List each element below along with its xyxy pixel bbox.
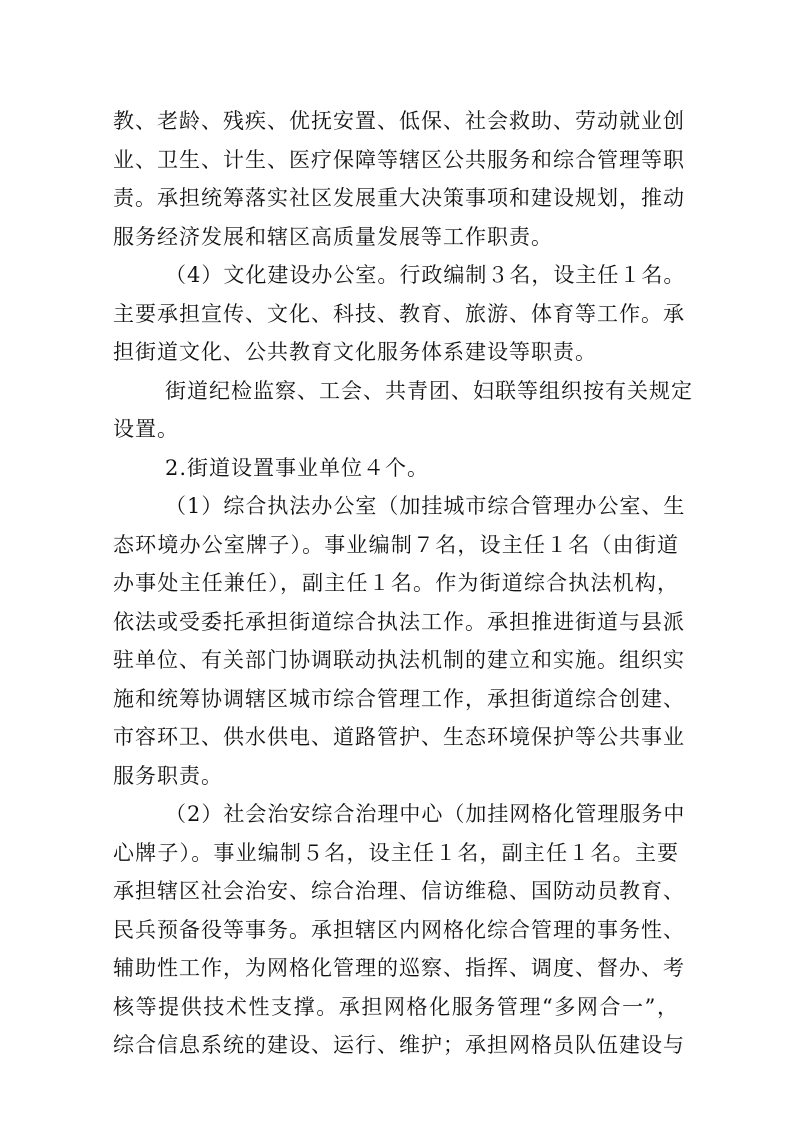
text-line-indented: （1）综合执法办公室（加挂城市综合管理办公室、生 <box>165 494 686 518</box>
text-line-indented: （4）文化建设办公室。行政编制３名，设主任１名。 <box>165 263 686 287</box>
document-body <box>113 102 693 1065</box>
text-line: 承担辖区社会治安、综合治理、信访维稳、国防动员教育、 <box>113 879 685 903</box>
text-line: 综合信息系统的建设、运行、维护；承担网格员队伍建设与 <box>113 1033 685 1057</box>
text-line: 驻单位、有关部门协调联动执法机制的建立和实施。组织实 <box>113 648 685 672</box>
text-line: 态环境办公室牌子）。事业编制７名，设主任１名（由街道 <box>113 532 679 557</box>
text-line: 依法或受委托承担街道综合执法工作。承担推进街道与县派 <box>113 609 685 634</box>
text-line: 设置。 <box>113 417 179 441</box>
text-line: 市容环卫、供水供电、道路管护、生态环境保护等公共事业 <box>113 725 685 749</box>
text-line: 责。承担统筹落实社区发展重大决策事项和建设规划，推动 <box>113 186 685 210</box>
text-line-indented: （2）社会治安综合治理中心（加挂网格化管理服务中 <box>165 802 686 826</box>
text-line: 教、老龄、残疾、优抚安置、低保、社会救助、劳动就业创 <box>113 109 685 133</box>
text-line: 核等提供技术性支撑。承担网格化服务管理“多网合一”， <box>113 994 679 1019</box>
text-line: 施和统筹协调辖区城市综合管理工作，承担街道综合创建、 <box>113 686 685 711</box>
text-line: 担街道文化、公共教育文化服务体系建设等职责。 <box>113 340 597 364</box>
text-line: 服务职责。 <box>113 763 223 788</box>
text-line: 辅助性工作，为网格化管理的巡察、指挥、调度、督办、考 <box>113 956 685 980</box>
text-line-indented: 街道纪检监察、工会、共青团、妇联等组织按有关规定 <box>165 378 693 403</box>
text-line-indented: 2.街道设置事业单位４个。 <box>165 455 430 480</box>
text-line: 服务经济发展和辖区高质量发展等工作职责。 <box>113 224 553 249</box>
text-line: 业、卫生、计生、医疗保障等辖区公共服务和综合管理等职 <box>113 147 685 172</box>
text-line: 主要承担宣传、文化、科技、教育、旅游、体育等工作。承 <box>113 301 685 326</box>
text-line: 办事处主任兼任），副主任１名。作为街道综合执法机构， <box>113 571 679 595</box>
text-line: 心牌子）。事业编制５名，设主任１名，副主任１名。主要 <box>113 840 679 865</box>
text-line: 民兵预备役等事务。承担辖区内网格化综合管理的事务性、 <box>113 917 685 942</box>
